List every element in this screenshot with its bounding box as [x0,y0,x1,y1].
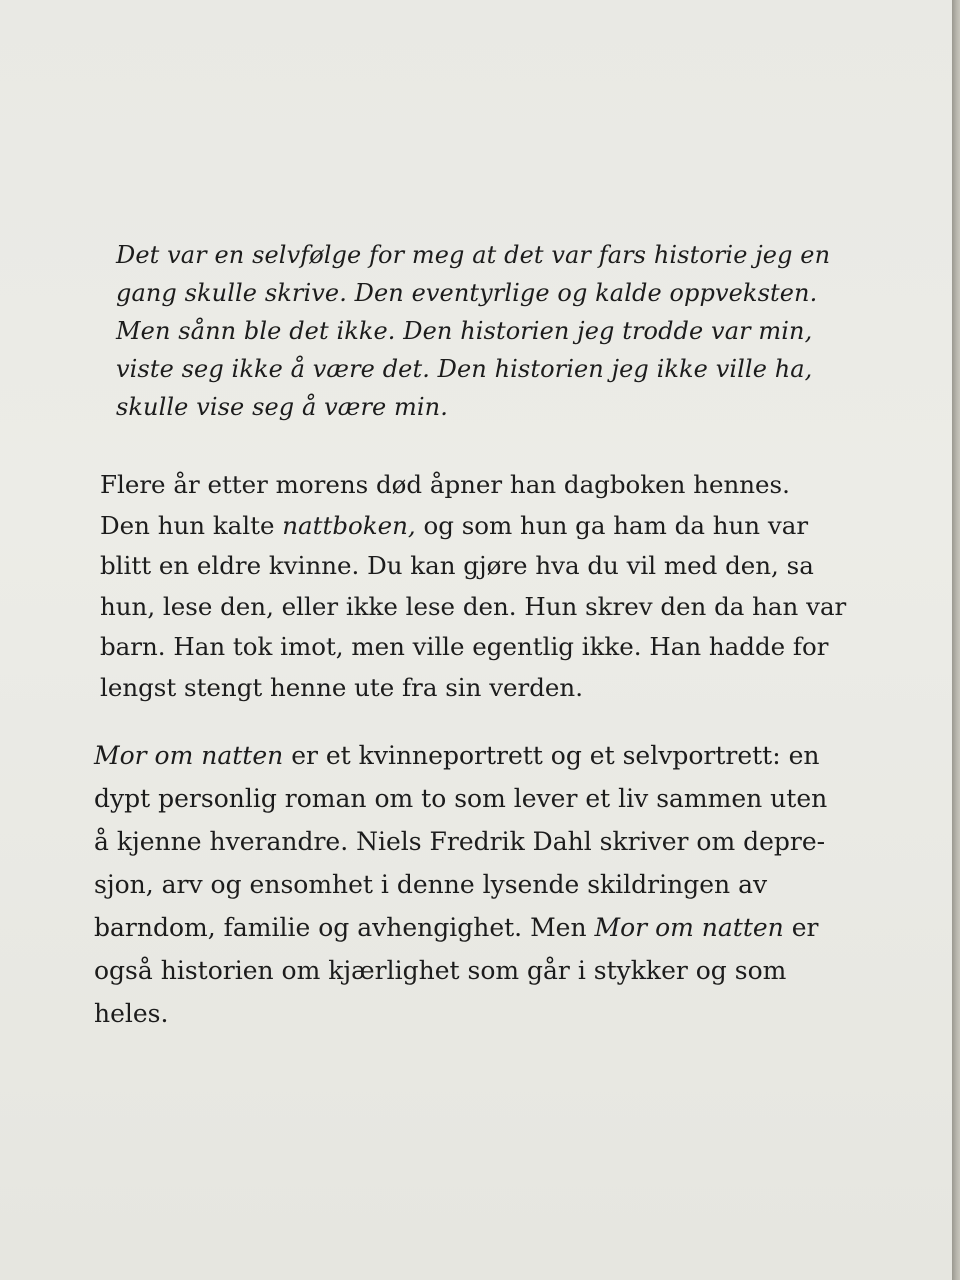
paragraph-line: å kjenne hverandre. Niels Fredrik Dahl skriver om depre- [94,827,826,856]
intro-line: skulle vise seg å være min. [116,393,448,421]
emphasis-title: nattboken, [282,510,416,540]
text-run: er [783,913,819,942]
paragraph-line: også historien om kjærlighet som går i stykker og som [94,956,787,985]
emphasis-title: Mor om natten [94,741,284,770]
intro-line: Men sånn ble det ikke. Den historien jeg trodde var min, [116,317,813,345]
paragraph-line: dypt personlig roman om to som lever et liv sammen uten [94,784,828,813]
paragraph-line: heles. [94,999,169,1028]
paragraph-line: lengst stengt henne ute fra sin verden. [100,672,584,702]
paragraph-line [94,906,872,949]
blurb-text [82,236,872,1035]
emphasis-title: Mor om natten [594,913,784,942]
paragraph-line: sjon, arv og ensomhet i denne lysende skildringen av [94,870,768,899]
paragraph-1 [100,465,872,708]
paragraph-2 [94,734,872,1035]
paragraph-line [100,506,872,547]
text-run: og som hun ga ham da hun var [415,510,809,540]
intro-line: viste seg ikke å være det. Den historien jeg ikke ville ha, [116,355,813,383]
paragraph-line: hun, lese den, eller ikke lese den. Hun skrev den da han var [100,591,847,621]
page-edge [952,0,960,1280]
intro-quote [116,236,872,426]
text-run: barndom, familie og avhengighet. Men [94,913,595,942]
intro-line: Det var en selvfølge for meg at det var fars historie jeg en [116,241,831,269]
paragraph-line: barn. Han tok imot, men ville egentlig ikke. Han hadde for [100,632,829,661]
text-run: Den hun kalte [100,510,283,540]
paragraph-line: blitt en eldre kvinne. Du kan gjøre hva du vil med den, sa [100,551,814,580]
paragraph-line [94,734,872,777]
intro-line: gang skulle skrive. Den eventyrlige og kalde oppveksten. [116,279,818,307]
paragraph-line: Flere år etter morens død åpner han dagboken hennes. [100,470,790,499]
text-run: er et kvinneportrett og et selvportrett: en [283,741,820,770]
